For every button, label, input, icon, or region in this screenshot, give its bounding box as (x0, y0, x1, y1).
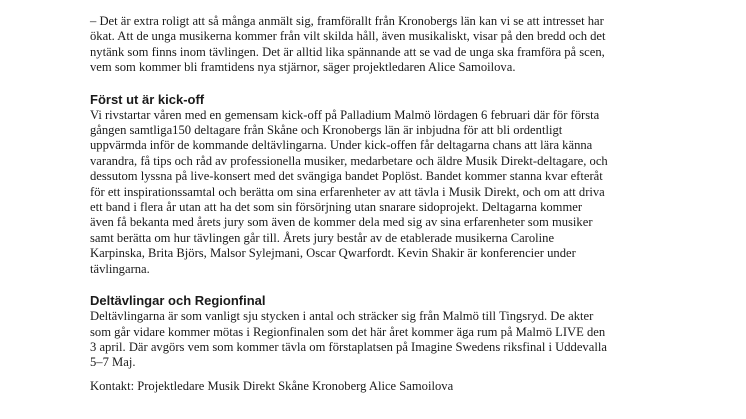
text-line: gången samtliga150 deltagare från Skåne och Kronobergs län är inbjudna för att bli ordentligt (90, 123, 563, 138)
spacer (90, 277, 686, 293)
text-line: Vi rivstartar våren med en gemensam kick-off på Palladium Malmö lördagen 6 februari där för första (90, 107, 600, 122)
intro-paragraph (90, 14, 686, 76)
text-line: dessutom lyssna på live-konsert med det svängiga bandet Poplöst. Bandet kommer stanna kvar efteråt (90, 169, 603, 184)
text-line: för ett inspirationssamtal och berätta om sina erfarenheter av att tävla i Musik Direkt, och om att driva (90, 184, 605, 199)
text-line: ökat. Att de unga musikerna kommer från vilt skilda håll, även musikaliskt, visar på den bredd och det (90, 29, 606, 44)
text-line: nytänk som finns inom tävlingen. Det är alltid lika spännande att se vad de unga ska framföra på scen, (90, 44, 605, 59)
footer-partial-paragraph (90, 378, 686, 393)
text-line: vem som kommer bli framtidens nya stjärnor, säger projektledaren Alice Samoilova. (90, 60, 516, 75)
text-line: uppvärmda inför de kommande deltävlingarna. Under kick-offen får deltagarna chans att lära känna (90, 138, 593, 153)
text-line: varandra, få tips och råd av professionella musiker, medarbetare och äldre Musik Direkt-deltagare, och (90, 153, 608, 168)
spacer (90, 76, 686, 92)
text-line: Karpinska, Brita Björs, Malsor Sylejmani, Oscar Qwarfordt. Kevin Shakir är konferencier under (90, 246, 576, 261)
text-line: även få bekanta med årets jury som även de kommer dela med sig av sina erfarenheter som musiker (90, 215, 593, 230)
text-line: ett band i flera år utan att ha det som sin försörjning utan snarare sidoprojekt. Deltagarna kommer (90, 200, 583, 215)
text-line: 3 april. Där avgörs vem som kommer tävla om förstaplatsen på Imagine Swedens riksfinal i Uddevalla (90, 339, 607, 354)
section-heading-deltavlingar: Deltävlingar och Regionfinal (90, 293, 266, 309)
text-line: – Det är extra roligt att så många anmält sig, framförallt från Kronobergs län kan vi se att intresset har (90, 14, 604, 28)
kickoff-paragraph (90, 108, 686, 277)
section-heading-kickoff: Först ut är kick-off (90, 91, 205, 107)
text-line: 5–7 Maj. (90, 355, 136, 370)
text-line: tävlingarna. (90, 261, 150, 276)
partial-line-clipped (90, 378, 686, 393)
partial-line-text: Kontakt: Projektledare Musik Direkt Skåne Kronoberg Alice Samoilova (90, 378, 454, 393)
text-line: som går vidare kommer mötas i Regionfinalen som det här året kommer äga rum på Malmö LIVE den (90, 324, 606, 339)
deltavlingar-paragraph (90, 309, 686, 371)
text-line: samt berätta om hur tävlingen går till. Årets jury består av de etablerade musikerna Caroline (90, 230, 555, 245)
text-line: Deltävlingarna är som vanligt sju stycken i antal och sträcker sig från Malmö till Tingsryd. De akter (90, 309, 594, 324)
